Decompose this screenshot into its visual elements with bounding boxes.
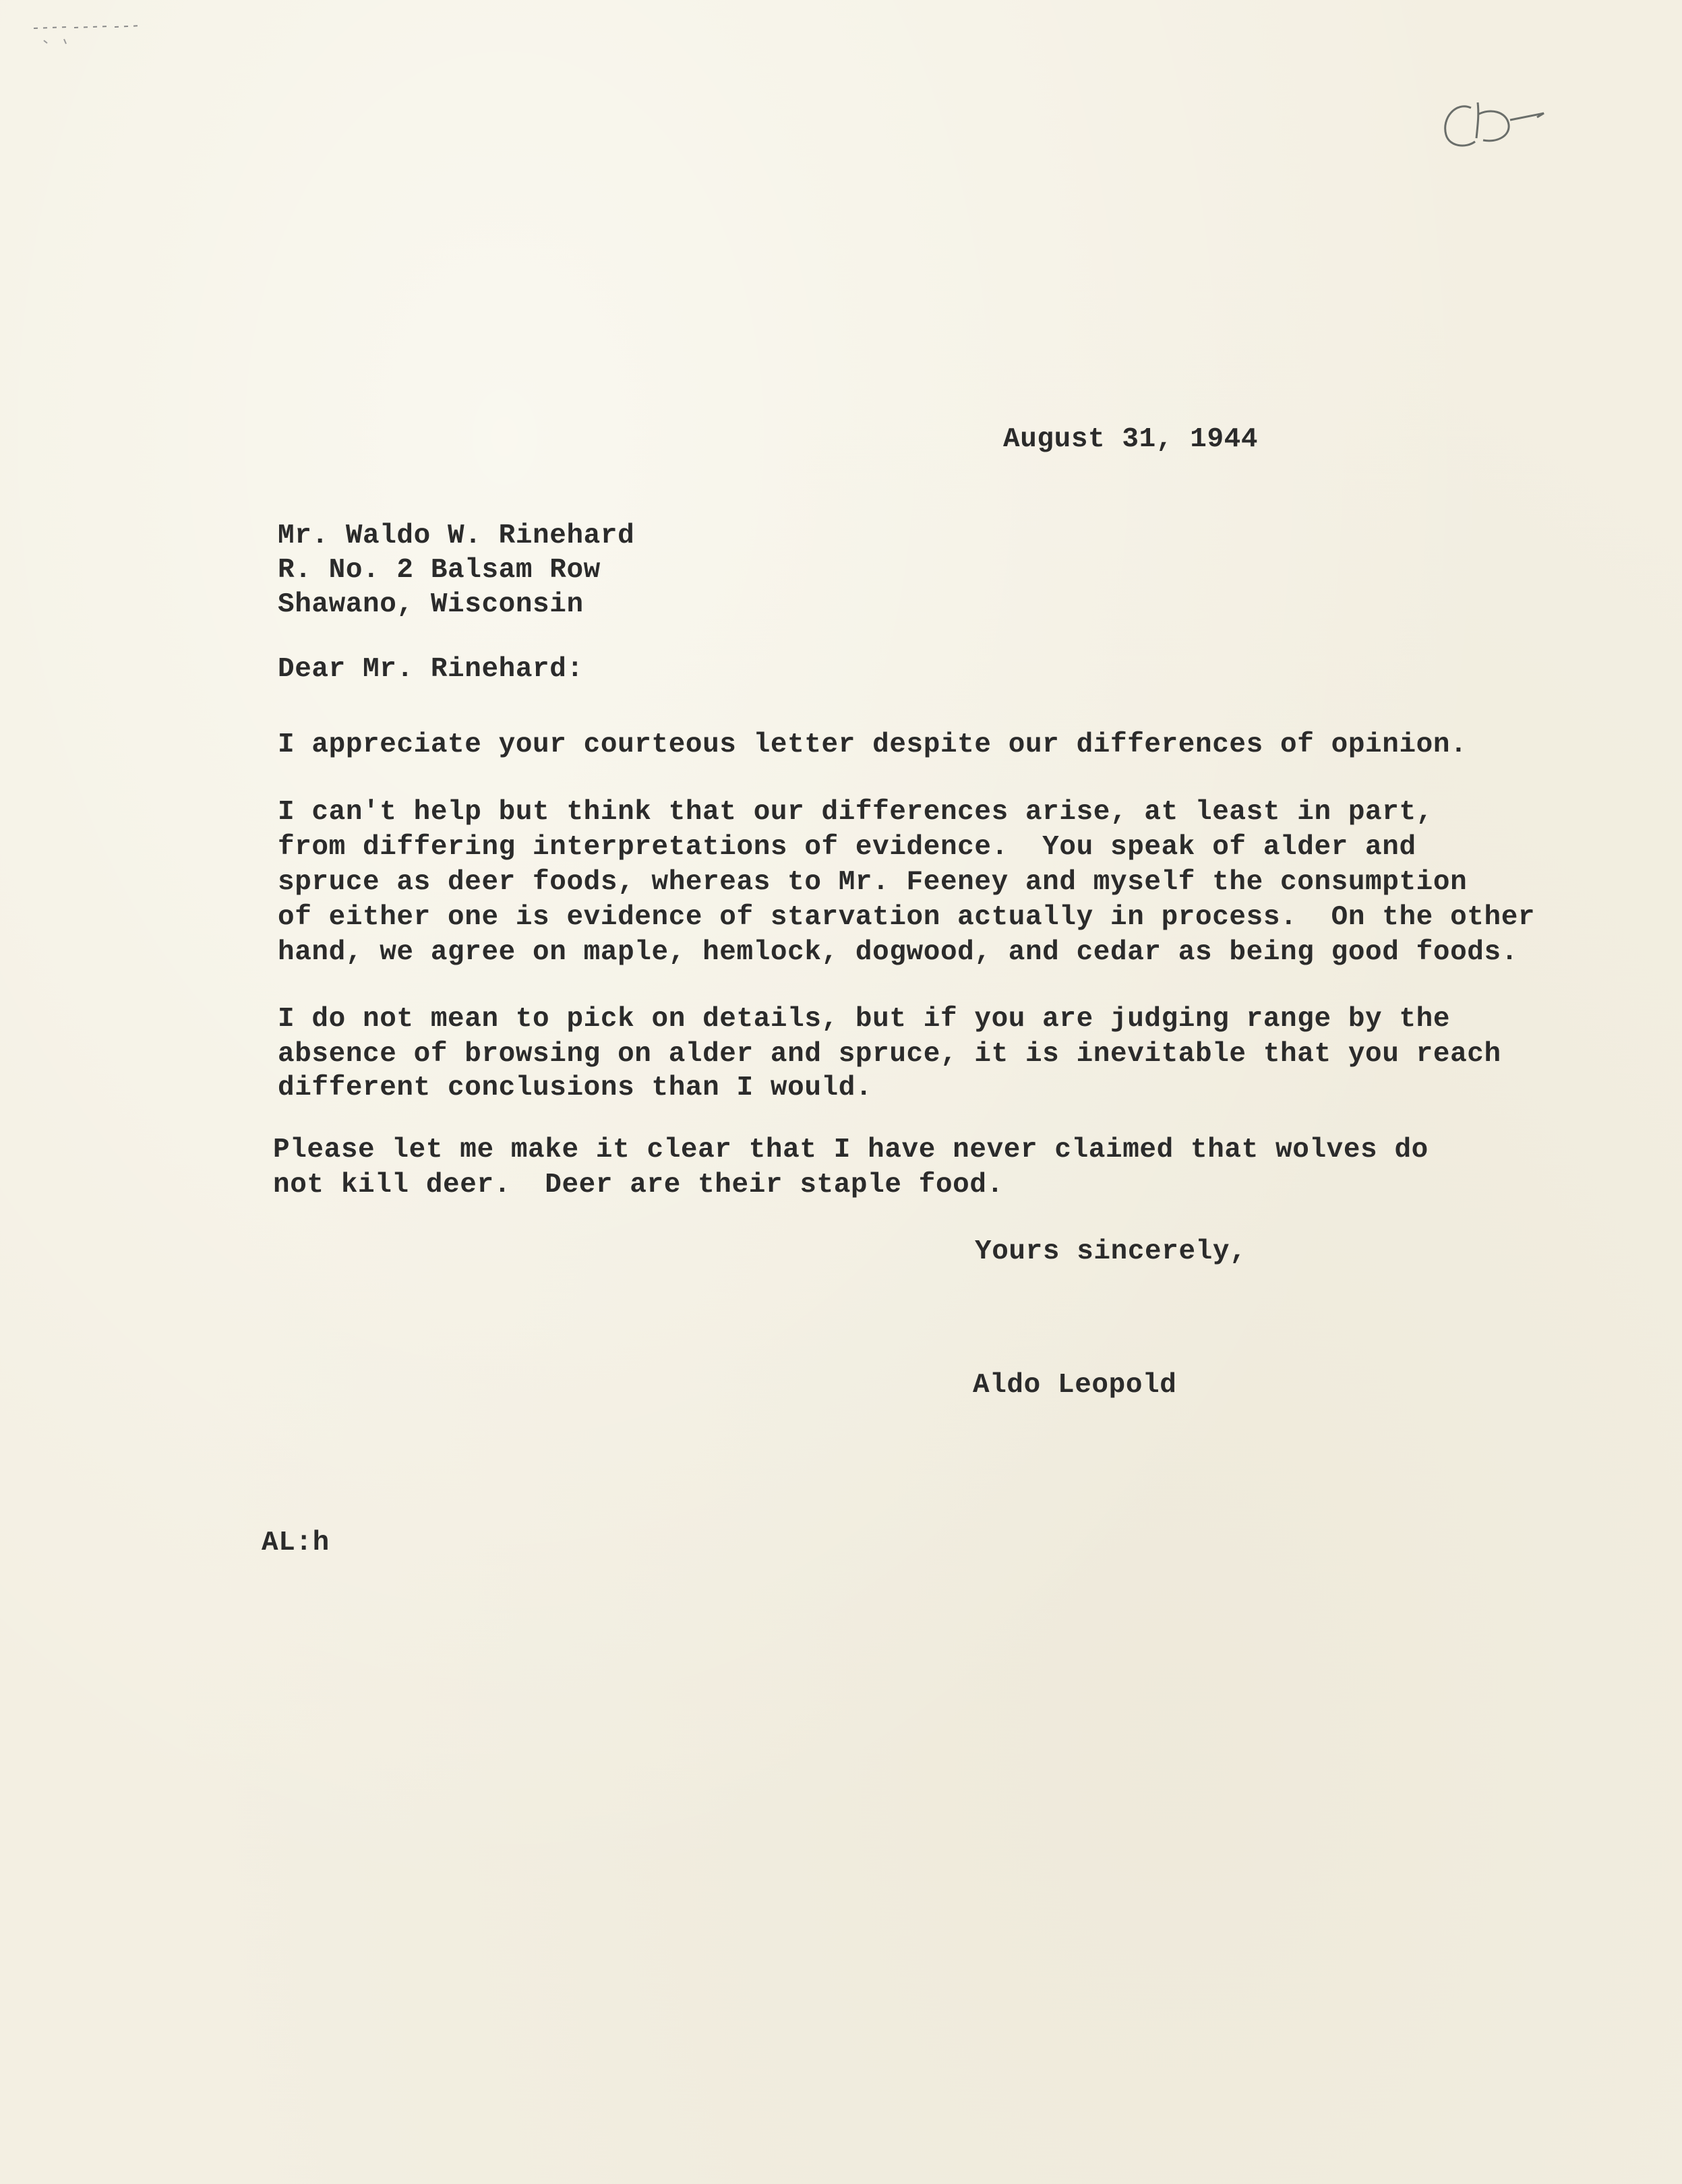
paragraph-1-line-1: I appreciate your courteous letter despite our differences of opinion. <box>278 729 1468 760</box>
recipient-name: Mr. Waldo W. Rinehard <box>278 520 635 551</box>
paragraph-4-line-2: not kill deer. Deer are their staple food. <box>273 1170 1004 1201</box>
typist-initials: AL:h <box>262 1527 330 1558</box>
paragraph-4-line-1: Please let me make it clear that I have never claimed that wolves do <box>273 1134 1429 1165</box>
pencil-mark-top-left <box>27 13 162 54</box>
paragraph-2-line-2: from differing interpretations of evidence. You speak of alder and <box>278 832 1416 863</box>
paragraph-2-line-1: I can't help but think that our differences arise, at least in part, <box>278 797 1433 828</box>
paragraph-3-line-3: different conclusions than I would. <box>278 1072 873 1103</box>
handwritten-cc-mark <box>1429 88 1564 162</box>
paragraph-3-line-1: I do not mean to pick on details, but if you are judging range by the <box>278 1004 1451 1035</box>
recipient-street: R. No. 2 Balsam Row <box>278 555 601 586</box>
paragraph-2-line-5: hand, we agree on maple, hemlock, dogwood, and cedar as being good foods. <box>278 937 1518 968</box>
paragraph-2-line-4: of either one is evidence of starvation actually in process. On the other <box>278 902 1536 933</box>
letter-date: August 31, 1944 <box>1003 424 1259 455</box>
closing: Yours sincerely, <box>975 1236 1247 1267</box>
paragraph-3-line-2: absence of browsing on alder and spruce, it is inevitable that you reach <box>278 1039 1501 1070</box>
signature-name: Aldo Leopold <box>973 1370 1177 1401</box>
salutation: Dear Mr. Rinehard: <box>278 654 584 685</box>
recipient-city: Shawano, Wisconsin <box>278 589 584 620</box>
paragraph-2-line-3: spruce as deer foods, whereas to Mr. Feeney and myself the consumption <box>278 867 1468 898</box>
